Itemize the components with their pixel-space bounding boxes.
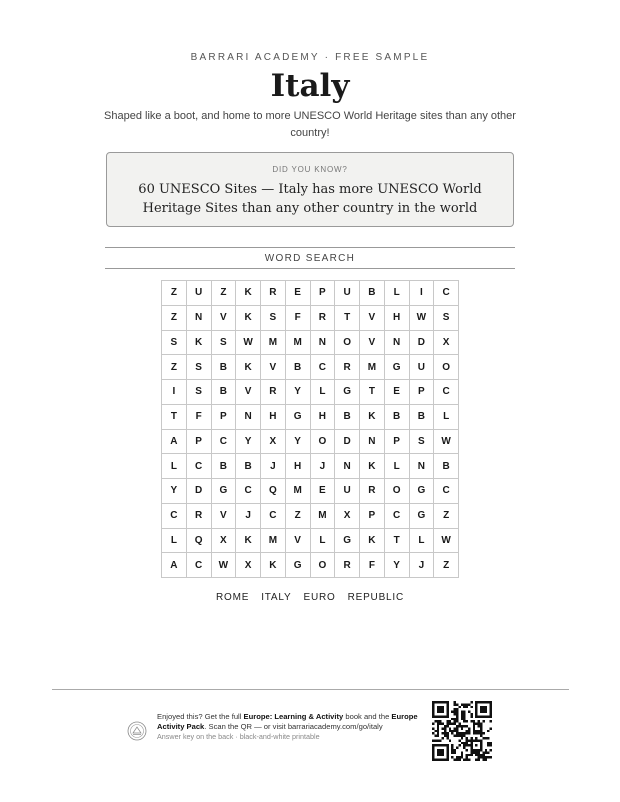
- grid-cell: Z: [434, 503, 459, 528]
- grid-cell: Q: [261, 479, 286, 504]
- grid-cell: V: [360, 305, 385, 330]
- grid-cell: M: [261, 528, 286, 553]
- grid-cell: A: [162, 553, 187, 578]
- grid-cell: S: [211, 330, 236, 355]
- grid-cell: K: [236, 305, 261, 330]
- grid-cell: N: [384, 330, 409, 355]
- grid-cell: F: [186, 404, 211, 429]
- grid-cell: X: [211, 528, 236, 553]
- grid-cell: Y: [236, 429, 261, 454]
- grid-cell: N: [236, 404, 261, 429]
- grid-cell: I: [162, 380, 187, 405]
- grid-cell: U: [335, 479, 360, 504]
- grid-cell: D: [409, 330, 434, 355]
- grid-cell: G: [211, 479, 236, 504]
- grid-cell: L: [310, 380, 335, 405]
- grid-cell: S: [162, 330, 187, 355]
- grid-cell: W: [236, 330, 261, 355]
- page-subtitle: Shaped like a boot, and home to more UNESCO World Heritage sites than any other country!: [104, 110, 516, 139]
- grid-cell: T: [335, 305, 360, 330]
- grid-cell: O: [310, 429, 335, 454]
- grid-cell: B: [285, 355, 310, 380]
- grid-row: [162, 503, 459, 528]
- grid-cell: G: [335, 380, 360, 405]
- grid-cell: N: [310, 330, 335, 355]
- grid-cell: V: [261, 355, 286, 380]
- grid-cell: N: [360, 429, 385, 454]
- grid-cell: O: [384, 479, 409, 504]
- grid-cell: C: [434, 380, 459, 405]
- grid-row: [162, 404, 459, 429]
- grid-cell: C: [434, 281, 459, 306]
- grid-cell: B: [236, 454, 261, 479]
- grid-cell: J: [236, 503, 261, 528]
- grid-cell: C: [236, 479, 261, 504]
- grid-cell: Y: [384, 553, 409, 578]
- grid-cell: E: [384, 380, 409, 405]
- grid-cell: H: [285, 454, 310, 479]
- grid-cell: G: [409, 479, 434, 504]
- grid-cell: B: [409, 404, 434, 429]
- grid-cell: W: [409, 305, 434, 330]
- grid-row: [162, 454, 459, 479]
- grid-cell: N: [335, 454, 360, 479]
- grid-cell: U: [335, 281, 360, 306]
- grid-cell: P: [211, 404, 236, 429]
- grid-cell: S: [409, 429, 434, 454]
- grid-cell: J: [310, 454, 335, 479]
- grid-cell: L: [162, 454, 187, 479]
- word-list-item: ROME: [215, 592, 250, 603]
- grid-cell: L: [434, 404, 459, 429]
- fact-box: [106, 152, 514, 227]
- fact-label: DID YOU KNOW?: [272, 165, 348, 174]
- word-list-item: EURO: [303, 592, 336, 603]
- grid-row: [162, 330, 459, 355]
- grid-cell: M: [310, 503, 335, 528]
- grid-cell: W: [434, 429, 459, 454]
- grid-cell: V: [211, 305, 236, 330]
- grid-cell: T: [162, 404, 187, 429]
- grid-cell: Z: [434, 553, 459, 578]
- grid-cell: L: [409, 528, 434, 553]
- grid-cell: Y: [162, 479, 187, 504]
- grid-cell: U: [186, 281, 211, 306]
- grid-cell: K: [261, 553, 286, 578]
- grid-cell: X: [236, 553, 261, 578]
- grid-cell: B: [211, 380, 236, 405]
- grid-cell: B: [211, 454, 236, 479]
- grid-cell: G: [384, 355, 409, 380]
- grid-cell: Z: [162, 281, 187, 306]
- grid-cell: V: [211, 503, 236, 528]
- footer-tail: . Scan the QR — or visit barrariacademy.com/go/italy: [204, 722, 383, 731]
- grid-cell: E: [310, 479, 335, 504]
- grid-cell: O: [310, 553, 335, 578]
- word-list: [0, 592, 620, 603]
- grid-row: [162, 429, 459, 454]
- grid-cell: H: [310, 404, 335, 429]
- grid-cell: K: [236, 355, 261, 380]
- grid-cell: Y: [285, 380, 310, 405]
- grid-cell: R: [335, 355, 360, 380]
- grid-cell: Z: [211, 281, 236, 306]
- grid-cell: C: [211, 429, 236, 454]
- grid-cell: L: [384, 281, 409, 306]
- grid-cell: K: [360, 454, 385, 479]
- grid-cell: P: [310, 281, 335, 306]
- grid-cell: K: [360, 404, 385, 429]
- grid-cell: O: [335, 330, 360, 355]
- grid-cell: R: [261, 281, 286, 306]
- grid-cell: B: [384, 404, 409, 429]
- grid-cell: W: [211, 553, 236, 578]
- grid-cell: V: [236, 380, 261, 405]
- grid-cell: P: [360, 503, 385, 528]
- grid-cell: D: [335, 429, 360, 454]
- word-list-item: REPUBLIC: [347, 592, 405, 603]
- footer-lead: Enjoyed this? Get the full: [157, 712, 244, 721]
- grid-cell: S: [186, 355, 211, 380]
- grid-row: [162, 553, 459, 578]
- grid-cell: C: [186, 454, 211, 479]
- grid-cell: D: [186, 479, 211, 504]
- grid-cell: E: [285, 281, 310, 306]
- grid-row: [162, 355, 459, 380]
- grid-cell: C: [434, 479, 459, 504]
- grid-cell: S: [261, 305, 286, 330]
- footer-promo: [157, 712, 419, 742]
- grid-cell: M: [360, 355, 385, 380]
- grid-cell: C: [186, 553, 211, 578]
- footer-mid: book and the: [343, 712, 392, 721]
- grid-cell: X: [434, 330, 459, 355]
- grid-cell: S: [434, 305, 459, 330]
- grid-cell: M: [261, 330, 286, 355]
- qr-code-icon: [432, 701, 492, 761]
- fact-text: 60 UNESCO Sites — Italy has more UNESCO World Heritage Sites than any other country in the world: [138, 182, 482, 216]
- grid-cell: J: [409, 553, 434, 578]
- brand-line: BARRARI ACADEMY · FREE SAMPLE: [190, 52, 430, 63]
- grid-cell: C: [162, 503, 187, 528]
- grid-cell: G: [285, 404, 310, 429]
- grid-cell: X: [261, 429, 286, 454]
- grid-cell: K: [236, 528, 261, 553]
- grid-cell: B: [434, 454, 459, 479]
- grid-cell: L: [310, 528, 335, 553]
- grid-cell: K: [186, 330, 211, 355]
- grid-cell: V: [285, 528, 310, 553]
- grid-cell: I: [409, 281, 434, 306]
- grid-cell: J: [261, 454, 286, 479]
- grid-cell: T: [384, 528, 409, 553]
- grid-cell: Z: [162, 305, 187, 330]
- grid-cell: Q: [186, 528, 211, 553]
- grid-cell: R: [310, 305, 335, 330]
- grid-row: [162, 305, 459, 330]
- grid-cell: Z: [162, 355, 187, 380]
- page-title: Italy: [270, 68, 350, 104]
- grid-cell: U: [409, 355, 434, 380]
- grid-cell: O: [434, 355, 459, 380]
- grid-cell: S: [186, 380, 211, 405]
- word-search-grid: [161, 280, 459, 578]
- grid-cell: P: [384, 429, 409, 454]
- grid-cell: K: [236, 281, 261, 306]
- grid-cell: A: [162, 429, 187, 454]
- grid-cell: G: [335, 528, 360, 553]
- grid-cell: W: [434, 528, 459, 553]
- grid-cell: L: [162, 528, 187, 553]
- grid-cell: F: [285, 305, 310, 330]
- grid-cell: R: [261, 380, 286, 405]
- grid-row: [162, 380, 459, 405]
- grid-row: [162, 528, 459, 553]
- grid-row: [162, 281, 459, 306]
- footer-note: Answer key on the back · black-and-white printable: [157, 732, 320, 741]
- grid-cell: F: [360, 553, 385, 578]
- grid-cell: C: [261, 503, 286, 528]
- grid-cell: C: [310, 355, 335, 380]
- grid-cell: P: [409, 380, 434, 405]
- grid-cell: H: [261, 404, 286, 429]
- grid-row: [162, 479, 459, 504]
- grid-cell: T: [360, 380, 385, 405]
- grid-cell: G: [285, 553, 310, 578]
- grid-cell: B: [360, 281, 385, 306]
- grid-cell: V: [360, 330, 385, 355]
- grid-cell: L: [384, 454, 409, 479]
- grid-cell: G: [409, 503, 434, 528]
- grid-cell: H: [384, 305, 409, 330]
- word-search-heading: WORD SEARCH: [105, 247, 515, 269]
- grid-cell: R: [360, 479, 385, 504]
- academy-seal-icon: [127, 721, 147, 741]
- footer-divider: [52, 689, 569, 690]
- grid-cell: R: [335, 553, 360, 578]
- grid-cell: B: [211, 355, 236, 380]
- grid-cell: Y: [285, 429, 310, 454]
- grid-cell: P: [186, 429, 211, 454]
- grid-cell: K: [360, 528, 385, 553]
- footer-book-title: Europe: Learning & Activity: [243, 712, 344, 721]
- footer-pack-title: Europe Activity Pack: [157, 712, 418, 731]
- grid-cell: M: [285, 479, 310, 504]
- grid-cell: X: [335, 503, 360, 528]
- grid-cell: C: [384, 503, 409, 528]
- grid-cell: M: [285, 330, 310, 355]
- word-list-item: ITALY: [261, 592, 292, 603]
- grid-cell: R: [186, 503, 211, 528]
- grid-cell: N: [186, 305, 211, 330]
- grid-cell: N: [409, 454, 434, 479]
- grid-cell: Z: [285, 503, 310, 528]
- grid-cell: B: [335, 404, 360, 429]
